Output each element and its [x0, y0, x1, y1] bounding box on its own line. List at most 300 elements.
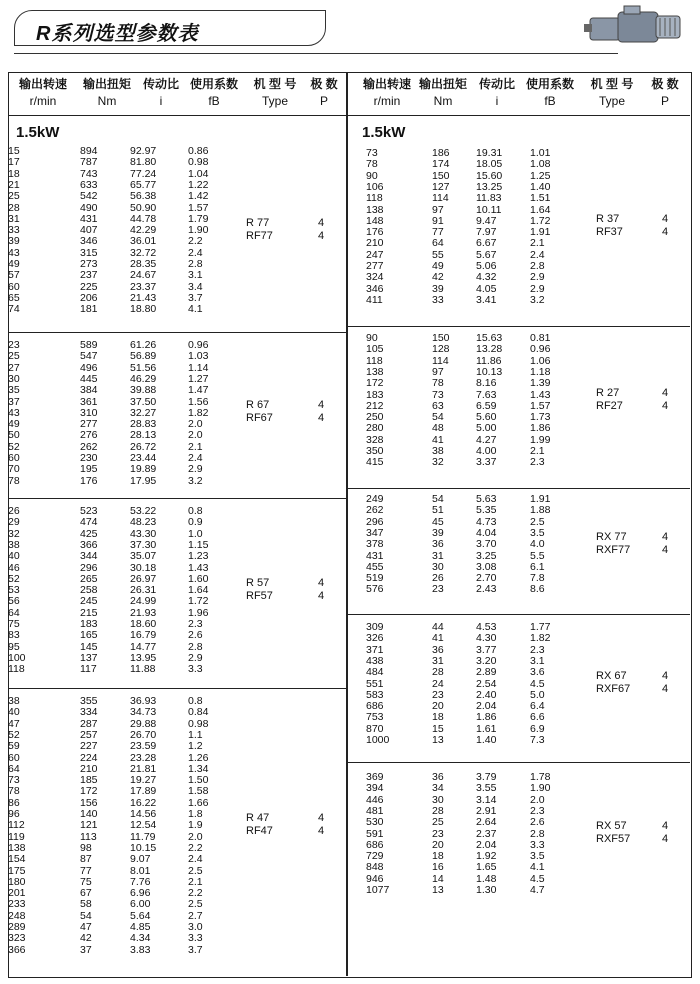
- factor-cell: 2.4: [530, 248, 545, 261]
- speed-cell: 37: [8, 395, 20, 408]
- ratio-cell: 5.06: [476, 260, 497, 272]
- torque-cell: 185: [80, 774, 98, 787]
- factor-cell: 1.66: [188, 796, 209, 809]
- torque-cell: 156: [80, 796, 98, 809]
- factor-cell: 1.72: [530, 214, 551, 227]
- ratio-cell: 1.48: [476, 872, 497, 885]
- torque-cell: 16: [432, 861, 444, 874]
- speed-cell: 60: [8, 280, 20, 293]
- factor-cell: 2.2: [188, 887, 203, 900]
- torque-cell: 34: [432, 782, 444, 795]
- factor-cell: 3.1: [188, 269, 203, 282]
- factor-cell: 2.3: [530, 643, 545, 656]
- factor-cell: 1.43: [188, 561, 209, 574]
- factor-cell: 1.79: [188, 212, 209, 225]
- torque-cell: 20: [432, 700, 444, 713]
- factor-cell: 2.6: [188, 629, 203, 642]
- torque-cell: 210: [80, 762, 98, 775]
- speed-cell: 30: [8, 372, 20, 385]
- pole-label: 4: [662, 213, 669, 226]
- factor-cell: 8.6: [530, 583, 545, 596]
- factor-cell: 3.3: [188, 932, 203, 945]
- torque-cell: 150: [432, 332, 450, 344]
- torque-cell: 13: [432, 884, 444, 896]
- ratio-cell: 44.78: [130, 212, 157, 225]
- torque-cell: 431: [80, 212, 98, 225]
- ratio-cell: 8.16: [476, 377, 497, 390]
- torque-cell: 206: [80, 291, 98, 304]
- factor-cell: 2.3: [188, 618, 203, 630]
- speed-cell: 78: [366, 158, 378, 171]
- torque-cell: 23: [432, 827, 444, 840]
- speed-cell: 183: [366, 388, 384, 401]
- ratio-cell: 23.59: [130, 740, 157, 753]
- speed-cell: 249: [366, 493, 384, 505]
- torque-cell: 45: [432, 515, 444, 528]
- ratio-cell: 7.63: [476, 388, 497, 401]
- torque-cell: 344: [80, 550, 98, 563]
- ratio-cell: 13.25: [476, 180, 503, 193]
- factor-cell: 1.03: [188, 350, 209, 363]
- speed-cell: 64: [8, 762, 20, 775]
- factor-cell: 1.25: [530, 169, 551, 182]
- speed-cell: 154: [8, 853, 26, 866]
- speed-cell: 371: [366, 643, 384, 656]
- factor-cell: 4.1: [530, 861, 545, 874]
- factor-cell: 1.27: [188, 372, 209, 385]
- factor-cell: 0.8: [188, 695, 203, 707]
- speed-cell: 23: [8, 339, 20, 351]
- speed-cell: 148: [366, 214, 384, 227]
- speed-cell: 431: [366, 549, 384, 562]
- speed-cell: 60: [8, 751, 20, 764]
- ratio-cell: 4.27: [476, 433, 497, 446]
- torque-cell: 33: [432, 293, 444, 306]
- ratio-cell: 4.32: [476, 271, 497, 284]
- header-poles: 极 数 P: [310, 77, 338, 108]
- speed-cell: 378: [366, 538, 384, 551]
- torque-cell: 355: [80, 695, 98, 707]
- speed-cell: 446: [366, 793, 384, 806]
- pole-label: 4: [662, 226, 669, 239]
- speed-cell: 75: [8, 618, 20, 630]
- speed-cell: 106: [366, 180, 384, 193]
- torque-cell: 310: [80, 406, 98, 419]
- factor-cell: 0.9: [188, 516, 203, 529]
- group-separator: [8, 688, 346, 689]
- factor-cell: 0.86: [188, 145, 209, 157]
- ratio-cell: 2.04: [476, 838, 497, 851]
- factor-cell: 1.73: [530, 411, 551, 424]
- type-label: RF77: [246, 229, 273, 242]
- pole-label: 4: [662, 670, 669, 683]
- torque-cell: 75: [80, 875, 92, 888]
- torque-cell: 58: [80, 898, 92, 911]
- ratio-cell: 32.72: [130, 246, 157, 259]
- ratio-cell: 2.54: [476, 677, 497, 690]
- torque-cell: 743: [80, 167, 98, 180]
- speed-cell: 248: [8, 909, 26, 922]
- ratio-cell: 4.85: [130, 921, 151, 933]
- ratio-cell: 23.37: [130, 280, 157, 293]
- speed-cell: 73: [8, 774, 20, 787]
- torque-cell: 31: [432, 549, 444, 562]
- factor-cell: 1.1: [188, 728, 203, 741]
- ratio-cell: 3.70: [476, 538, 497, 551]
- type-label: R 27: [596, 386, 620, 399]
- factor-cell: 2.1: [530, 237, 545, 250]
- torque-cell: 224: [80, 751, 98, 764]
- ratio-cell: 19.89: [130, 463, 157, 476]
- speed-cell: 530: [366, 816, 384, 829]
- torque-cell: 230: [80, 452, 98, 464]
- speed-cell: 40: [8, 550, 20, 563]
- speed-cell: 90: [366, 169, 378, 182]
- header-type: 机 型 号 Type: [590, 77, 634, 108]
- speed-cell: 277: [366, 260, 384, 272]
- torque-cell: 18: [432, 711, 444, 724]
- factor-cell: 2.1: [530, 445, 545, 457]
- factor-cell: 1.9: [188, 819, 203, 832]
- torque-cell: 67: [80, 887, 92, 900]
- torque-cell: 26: [432, 572, 444, 585]
- speed-cell: 411: [366, 293, 383, 306]
- title-rule: [14, 53, 618, 54]
- speed-cell: 455: [366, 560, 384, 573]
- torque-cell: 31: [432, 654, 444, 667]
- ratio-cell: 48.23: [130, 516, 157, 529]
- torque-cell: 36: [432, 771, 444, 783]
- factor-cell: 1.43: [530, 388, 551, 401]
- factor-cell: 7.3: [530, 734, 545, 746]
- torque-cell: 117: [80, 663, 97, 676]
- ratio-cell: 92.97: [130, 145, 157, 157]
- speed-cell: 39: [8, 235, 20, 248]
- torque-cell: 77: [432, 226, 444, 239]
- header-ratio: 传动比 i: [478, 77, 515, 108]
- header-type: 机 型 号 Type: [253, 77, 297, 108]
- ratio-cell: 16.22: [130, 796, 157, 809]
- speed-cell: 415: [366, 456, 384, 469]
- ratio-cell: 11.86: [476, 354, 502, 367]
- factor-cell: 3.4: [188, 280, 203, 293]
- ratio-cell: 3.55: [476, 782, 497, 795]
- header-rule: [8, 115, 690, 116]
- torque-cell: 474: [80, 516, 98, 529]
- factor-cell: 0.98: [188, 717, 209, 730]
- factor-cell: 1.42: [188, 190, 209, 203]
- ratio-cell: 4.04: [476, 526, 497, 539]
- ratio-cell: 65.77: [130, 178, 157, 191]
- torque-cell: 36: [432, 538, 444, 551]
- ratio-cell: 2.89: [476, 666, 497, 679]
- torque-cell: 44: [432, 621, 444, 633]
- pole-label: 4: [318, 576, 325, 589]
- type-label: R 57: [246, 576, 270, 589]
- factor-cell: 1.91: [530, 226, 551, 239]
- factor-cell: 1.60: [188, 572, 209, 585]
- speed-cell: 105: [366, 343, 384, 356]
- torque-cell: 542: [80, 190, 98, 203]
- speed-cell: 1000: [366, 734, 390, 746]
- torque-cell: 894: [80, 145, 98, 157]
- torque-cell: 787: [80, 156, 98, 169]
- torque-cell: 113: [80, 830, 97, 843]
- torque-cell: 296: [80, 561, 98, 574]
- speed-cell: 118: [366, 192, 383, 205]
- ratio-cell: 46.29: [130, 372, 157, 385]
- torque-cell: 73: [432, 388, 444, 401]
- torque-cell: 277: [80, 418, 98, 431]
- header-speed: 输出转速 r/min: [362, 77, 411, 108]
- header-poles: 极 数 P: [651, 77, 679, 108]
- factor-cell: 1.77: [530, 621, 551, 633]
- speed-cell: 326: [366, 632, 384, 645]
- speed-cell: 366: [8, 943, 26, 956]
- torque-cell: 174: [432, 158, 450, 171]
- factor-cell: 0.84: [188, 706, 209, 719]
- ratio-cell: 39.88: [130, 384, 157, 397]
- ratio-cell: 9.07: [130, 853, 151, 866]
- speed-cell: 31: [8, 212, 20, 225]
- header-torque: 输出扭矩 Nm: [82, 77, 131, 108]
- torque-cell: 366: [80, 538, 98, 551]
- ratio-cell: 2.70: [476, 572, 497, 585]
- torque-cell: 97: [432, 365, 444, 378]
- ratio-cell: 2.91: [476, 804, 497, 817]
- factor-cell: 2.5: [188, 864, 203, 877]
- ratio-cell: 32.27: [130, 406, 157, 419]
- torque-cell: 245: [80, 595, 98, 608]
- ratio-cell: 19.31: [476, 147, 503, 159]
- torque-cell: 42: [432, 271, 444, 284]
- factor-cell: 1.82: [188, 406, 209, 419]
- ratio-cell: 3.14: [476, 793, 497, 806]
- speed-cell: 60: [8, 452, 20, 464]
- factor-cell: 1.39: [530, 377, 551, 390]
- ratio-cell: 6.59: [476, 399, 497, 412]
- speed-cell: 118: [8, 663, 25, 676]
- speed-cell: 753: [366, 711, 384, 724]
- torque-cell: 18: [432, 850, 444, 863]
- speed-cell: 247: [366, 248, 384, 261]
- torque-cell: 334: [80, 706, 98, 719]
- factor-cell: 1.82: [530, 632, 551, 645]
- speed-cell: 289: [8, 921, 26, 933]
- ratio-cell: 4.00: [476, 445, 497, 457]
- speed-cell: 210: [366, 237, 384, 250]
- speed-cell: 65: [8, 291, 20, 304]
- speed-cell: 96: [8, 808, 20, 820]
- torque-cell: 183: [80, 618, 98, 630]
- ratio-cell: 24.67: [130, 269, 157, 282]
- ratio-cell: 53.22: [130, 505, 157, 517]
- ratio-cell: 17.95: [130, 474, 157, 487]
- torque-cell: 24: [432, 677, 444, 690]
- factor-cell: 1.04: [188, 167, 209, 180]
- ratio-cell: 6.67: [476, 237, 497, 250]
- speed-cell: 57: [8, 269, 20, 282]
- pole-label: 4: [662, 833, 669, 846]
- pole-label: 4: [318, 229, 325, 242]
- speed-cell: 15: [8, 145, 20, 157]
- torque-cell: 257: [80, 728, 98, 741]
- speed-cell: 83: [8, 629, 20, 642]
- torque-cell: 98: [80, 841, 92, 854]
- speed-cell: 50: [8, 429, 20, 442]
- pole-label: 4: [318, 412, 325, 425]
- torque-cell: 77: [80, 864, 92, 877]
- speed-cell: 28: [8, 201, 20, 214]
- ratio-cell: 10.11: [476, 203, 502, 216]
- ratio-cell: 16.79: [130, 629, 157, 642]
- torque-cell: 186: [432, 147, 450, 159]
- torque-cell: 15: [432, 722, 444, 735]
- factor-cell: 2.2: [188, 235, 203, 248]
- torque-cell: 227: [80, 740, 98, 753]
- speed-cell: 296: [366, 515, 384, 528]
- ratio-cell: 2.64: [476, 816, 497, 829]
- pole-label: 4: [318, 589, 325, 602]
- speed-cell: 70: [8, 463, 20, 476]
- speed-cell: 484: [366, 666, 384, 679]
- speed-cell: 35: [8, 384, 20, 397]
- factor-cell: 2.0: [188, 830, 203, 843]
- factor-cell: 3.5: [530, 850, 545, 863]
- speed-cell: 119: [8, 830, 25, 843]
- torque-cell: 42: [80, 932, 92, 945]
- ratio-cell: 26.31: [130, 584, 157, 597]
- torque-cell: 276: [80, 429, 98, 442]
- torque-cell: 36: [432, 643, 444, 656]
- speed-cell: 18: [8, 167, 20, 180]
- ratio-cell: 9.47: [476, 214, 497, 227]
- torque-cell: 384: [80, 384, 98, 397]
- type-label: RF37: [596, 226, 623, 239]
- ratio-cell: 36.01: [130, 235, 157, 248]
- speed-cell: 100: [8, 651, 26, 664]
- torque-cell: 78: [432, 377, 444, 390]
- type-label: RF47: [246, 824, 273, 837]
- ratio-cell: 61.26: [130, 339, 157, 351]
- ratio-cell: 42.29: [130, 224, 157, 237]
- factor-cell: 1.47: [188, 384, 209, 397]
- speed-cell: 233: [8, 898, 26, 911]
- torque-cell: 127: [432, 180, 450, 193]
- speed-cell: 262: [366, 504, 384, 517]
- ratio-cell: 36.93: [130, 695, 157, 707]
- ratio-cell: 5.60: [476, 411, 497, 424]
- factor-cell: 2.4: [188, 853, 203, 866]
- torque-cell: 47: [80, 921, 92, 933]
- torque-cell: 49: [432, 260, 444, 272]
- torque-cell: 28: [432, 804, 444, 817]
- factor-cell: 3.7: [188, 291, 203, 304]
- factor-cell: 6.6: [530, 711, 545, 724]
- speed-cell: 46: [8, 561, 20, 574]
- torque-cell: 258: [80, 584, 98, 597]
- ratio-cell: 18.60: [130, 618, 157, 630]
- speed-cell: 64: [8, 606, 20, 619]
- ratio-cell: 5.63: [476, 493, 497, 505]
- speed-cell: 25: [8, 190, 20, 203]
- factor-cell: 2.8: [530, 827, 545, 840]
- factor-cell: 1.64: [188, 584, 209, 597]
- type-label: RXF67: [596, 683, 631, 696]
- pole-label: 4: [318, 811, 325, 824]
- torque-cell: 114: [432, 354, 449, 367]
- speed-cell: 172: [366, 377, 384, 390]
- torque-cell: 490: [80, 201, 98, 214]
- factor-cell: 2.5: [188, 898, 203, 911]
- speed-cell: 280: [366, 422, 384, 435]
- torque-cell: 13: [432, 734, 444, 746]
- type-label: RF67: [246, 412, 273, 425]
- parameter-table: [8, 72, 692, 978]
- torque-cell: 30: [432, 793, 444, 806]
- torque-cell: 23: [432, 688, 444, 701]
- type-label: RF27: [596, 399, 623, 412]
- torque-cell: 64: [432, 237, 444, 250]
- ratio-cell: 5.35: [476, 504, 497, 517]
- type-label: R 77: [246, 216, 270, 229]
- ratio-cell: 1.65: [476, 861, 497, 874]
- speed-cell: 52: [8, 440, 20, 453]
- speed-cell: 369: [366, 771, 384, 783]
- torque-cell: 150: [432, 169, 450, 182]
- torque-cell: 20: [432, 838, 444, 851]
- torque-cell: 32: [432, 456, 444, 469]
- factor-cell: 0.81: [530, 332, 551, 344]
- ratio-cell: 37.30: [130, 538, 157, 551]
- ratio-cell: 14.77: [130, 640, 157, 653]
- speed-cell: 26: [8, 505, 20, 517]
- ratio-cell: 23.28: [130, 751, 157, 764]
- speed-cell: 43: [8, 406, 20, 419]
- factor-cell: 2.2: [188, 841, 203, 854]
- torque-cell: 55: [432, 248, 444, 261]
- torque-cell: 361: [80, 395, 98, 408]
- ratio-cell: 18.80: [130, 303, 157, 316]
- speed-cell: 49: [8, 258, 20, 270]
- factor-cell: 1.22: [188, 178, 209, 191]
- factor-cell: 1.8: [188, 808, 203, 820]
- ratio-cell: 1.61: [476, 722, 497, 735]
- factor-cell: 2.8: [188, 640, 203, 653]
- speed-cell: 1077: [366, 884, 390, 896]
- speed-cell: 591: [366, 827, 384, 840]
- factor-cell: 2.9: [530, 271, 545, 284]
- torque-cell: 265: [80, 572, 98, 585]
- speed-cell: 438: [366, 654, 384, 667]
- ratio-cell: 13.28: [476, 343, 503, 356]
- factor-cell: 1.2: [188, 740, 203, 753]
- factor-cell: 2.5: [530, 515, 545, 528]
- ratio-cell: 10.13: [476, 365, 503, 378]
- ratio-cell: 17.89: [130, 785, 157, 798]
- torque-cell: 496: [80, 361, 98, 374]
- ratio-cell: 15.63: [476, 332, 503, 344]
- torque-cell: 346: [80, 235, 98, 248]
- ratio-cell: 10.15: [130, 841, 157, 854]
- speed-cell: 112: [8, 819, 25, 832]
- factor-cell: 4.5: [530, 872, 545, 885]
- torque-cell: 172: [80, 785, 98, 798]
- factor-cell: 2.3: [530, 456, 545, 469]
- factor-cell: 3.2: [188, 474, 203, 487]
- ratio-cell: 50.90: [130, 201, 157, 214]
- pole-label: 4: [662, 386, 669, 399]
